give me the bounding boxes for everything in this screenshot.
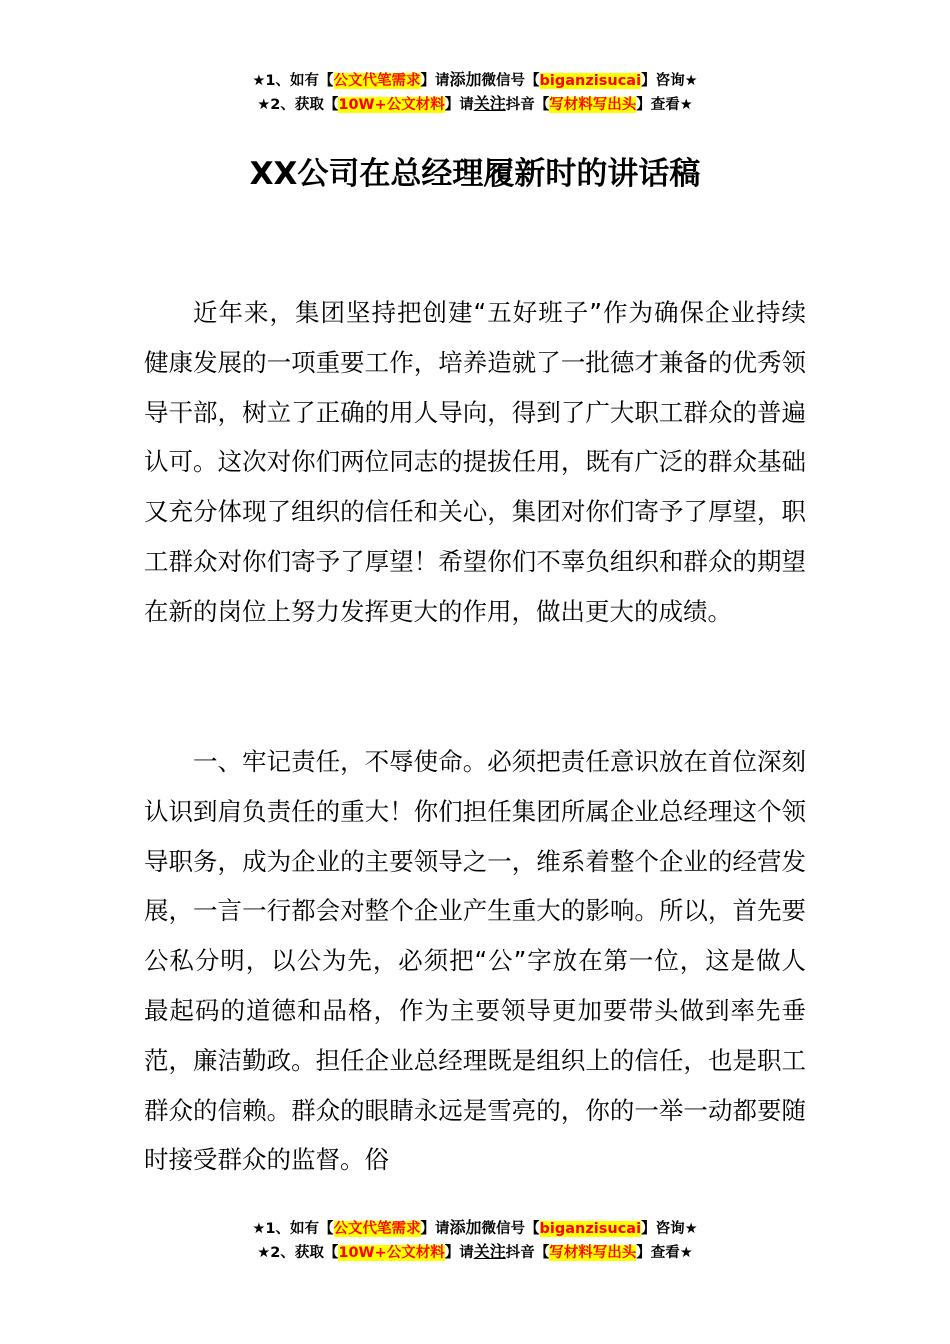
promo-text: 抖音【 (505, 1245, 550, 1261)
promo-text: 】查看★ (636, 1245, 693, 1261)
promo-text: ★1、如有【 (252, 1221, 334, 1237)
promo-line-2 (0, 92, 950, 116)
promo-text: ★2、获取【 (257, 97, 339, 113)
promo-text: ★2、获取【 (257, 1245, 339, 1261)
promo-highlight-service: 公文代笔需求 (333, 73, 421, 89)
promo-line-1 (0, 68, 950, 92)
promo-highlight-douyin-id: 写材料写出头 (549, 1245, 637, 1261)
body-paragraph-1: 近年来，集团坚持把创建“五好班子”作为确保企业持续健康发展的一项重要工作，培养造就了一批德才兼备的优秀领导干部，树立了正确的用人导向，得到了广大职工群众的普遍认可。这次对你们两位同志的提拔任用，既有广泛的群众基础又充分体现了组织的信任和关心，集团对你们寄予了厚望，职工群众对你们寄予了厚望！希望你们不辜负组织和群众的期望在新的岗位上努力发挥更大的作用，做出更大的成绩。 (144, 298, 806, 626)
promo-text: 】咨询★ (641, 1221, 698, 1237)
promo-text: 】请 (420, 73, 450, 89)
promo-text: 微信号【 (481, 1221, 540, 1237)
promo-highlight-wechat-id: biganzisucai (539, 73, 642, 89)
promo-text: 】请 (420, 1221, 450, 1237)
promo-emphasis-follow: 关注 (473, 94, 506, 113)
promo-text: 】查看★ (636, 97, 693, 113)
header-promo-banner (0, 68, 950, 116)
promo-text: ★1、如有【 (252, 73, 334, 89)
promo-text: 】请 (444, 1245, 474, 1261)
body-paragraph-2: 一、牢记责任，不辱使命。必须把责任意识放在首位深刻认识到肩负责任的重大！你们担任集团所属企业总经理这个领导职务，成为企业的主要领导之一，维系着整个企业的经营发展，一言一行都会对整个企业产生重大的影响。所以，首先要公私分明，以公为先，必须把“公”字放在第一位，这是做人最起码的道德和品格，作为主要领导更加要带头做到率先垂范，廉洁勤政。担任企业总经理既是组织上的信任，也是职工群众的信赖。群众的眼睛永远是雪亮的，你的一举一动都要随时接受群众的监督。俗 (144, 747, 806, 1175)
promo-highlight-wechat-id: biganzisucai (539, 1221, 642, 1237)
promo-emphasis-add: 添加 (449, 70, 482, 89)
promo-text: 微信号【 (481, 73, 540, 89)
promo-emphasis-follow: 关注 (473, 1242, 506, 1261)
document-title: XX公司在总经理履新时的讲话稿 (249, 156, 701, 192)
promo-highlight-materials: 10W+公文材料 (338, 1245, 445, 1261)
promo-highlight-service: 公文代笔需求 (333, 1221, 421, 1237)
promo-text: 】请 (444, 97, 474, 113)
promo-emphasis-add: 添加 (449, 1218, 482, 1237)
promo-text: 】咨询★ (641, 73, 698, 89)
promo-line-2 (0, 1240, 950, 1264)
footer-promo-banner (0, 1216, 950, 1264)
promo-highlight-douyin-id: 写材料写出头 (549, 97, 637, 113)
promo-text: 抖音【 (505, 97, 550, 113)
promo-line-1 (0, 1216, 950, 1240)
promo-highlight-materials: 10W+公文材料 (338, 97, 445, 113)
